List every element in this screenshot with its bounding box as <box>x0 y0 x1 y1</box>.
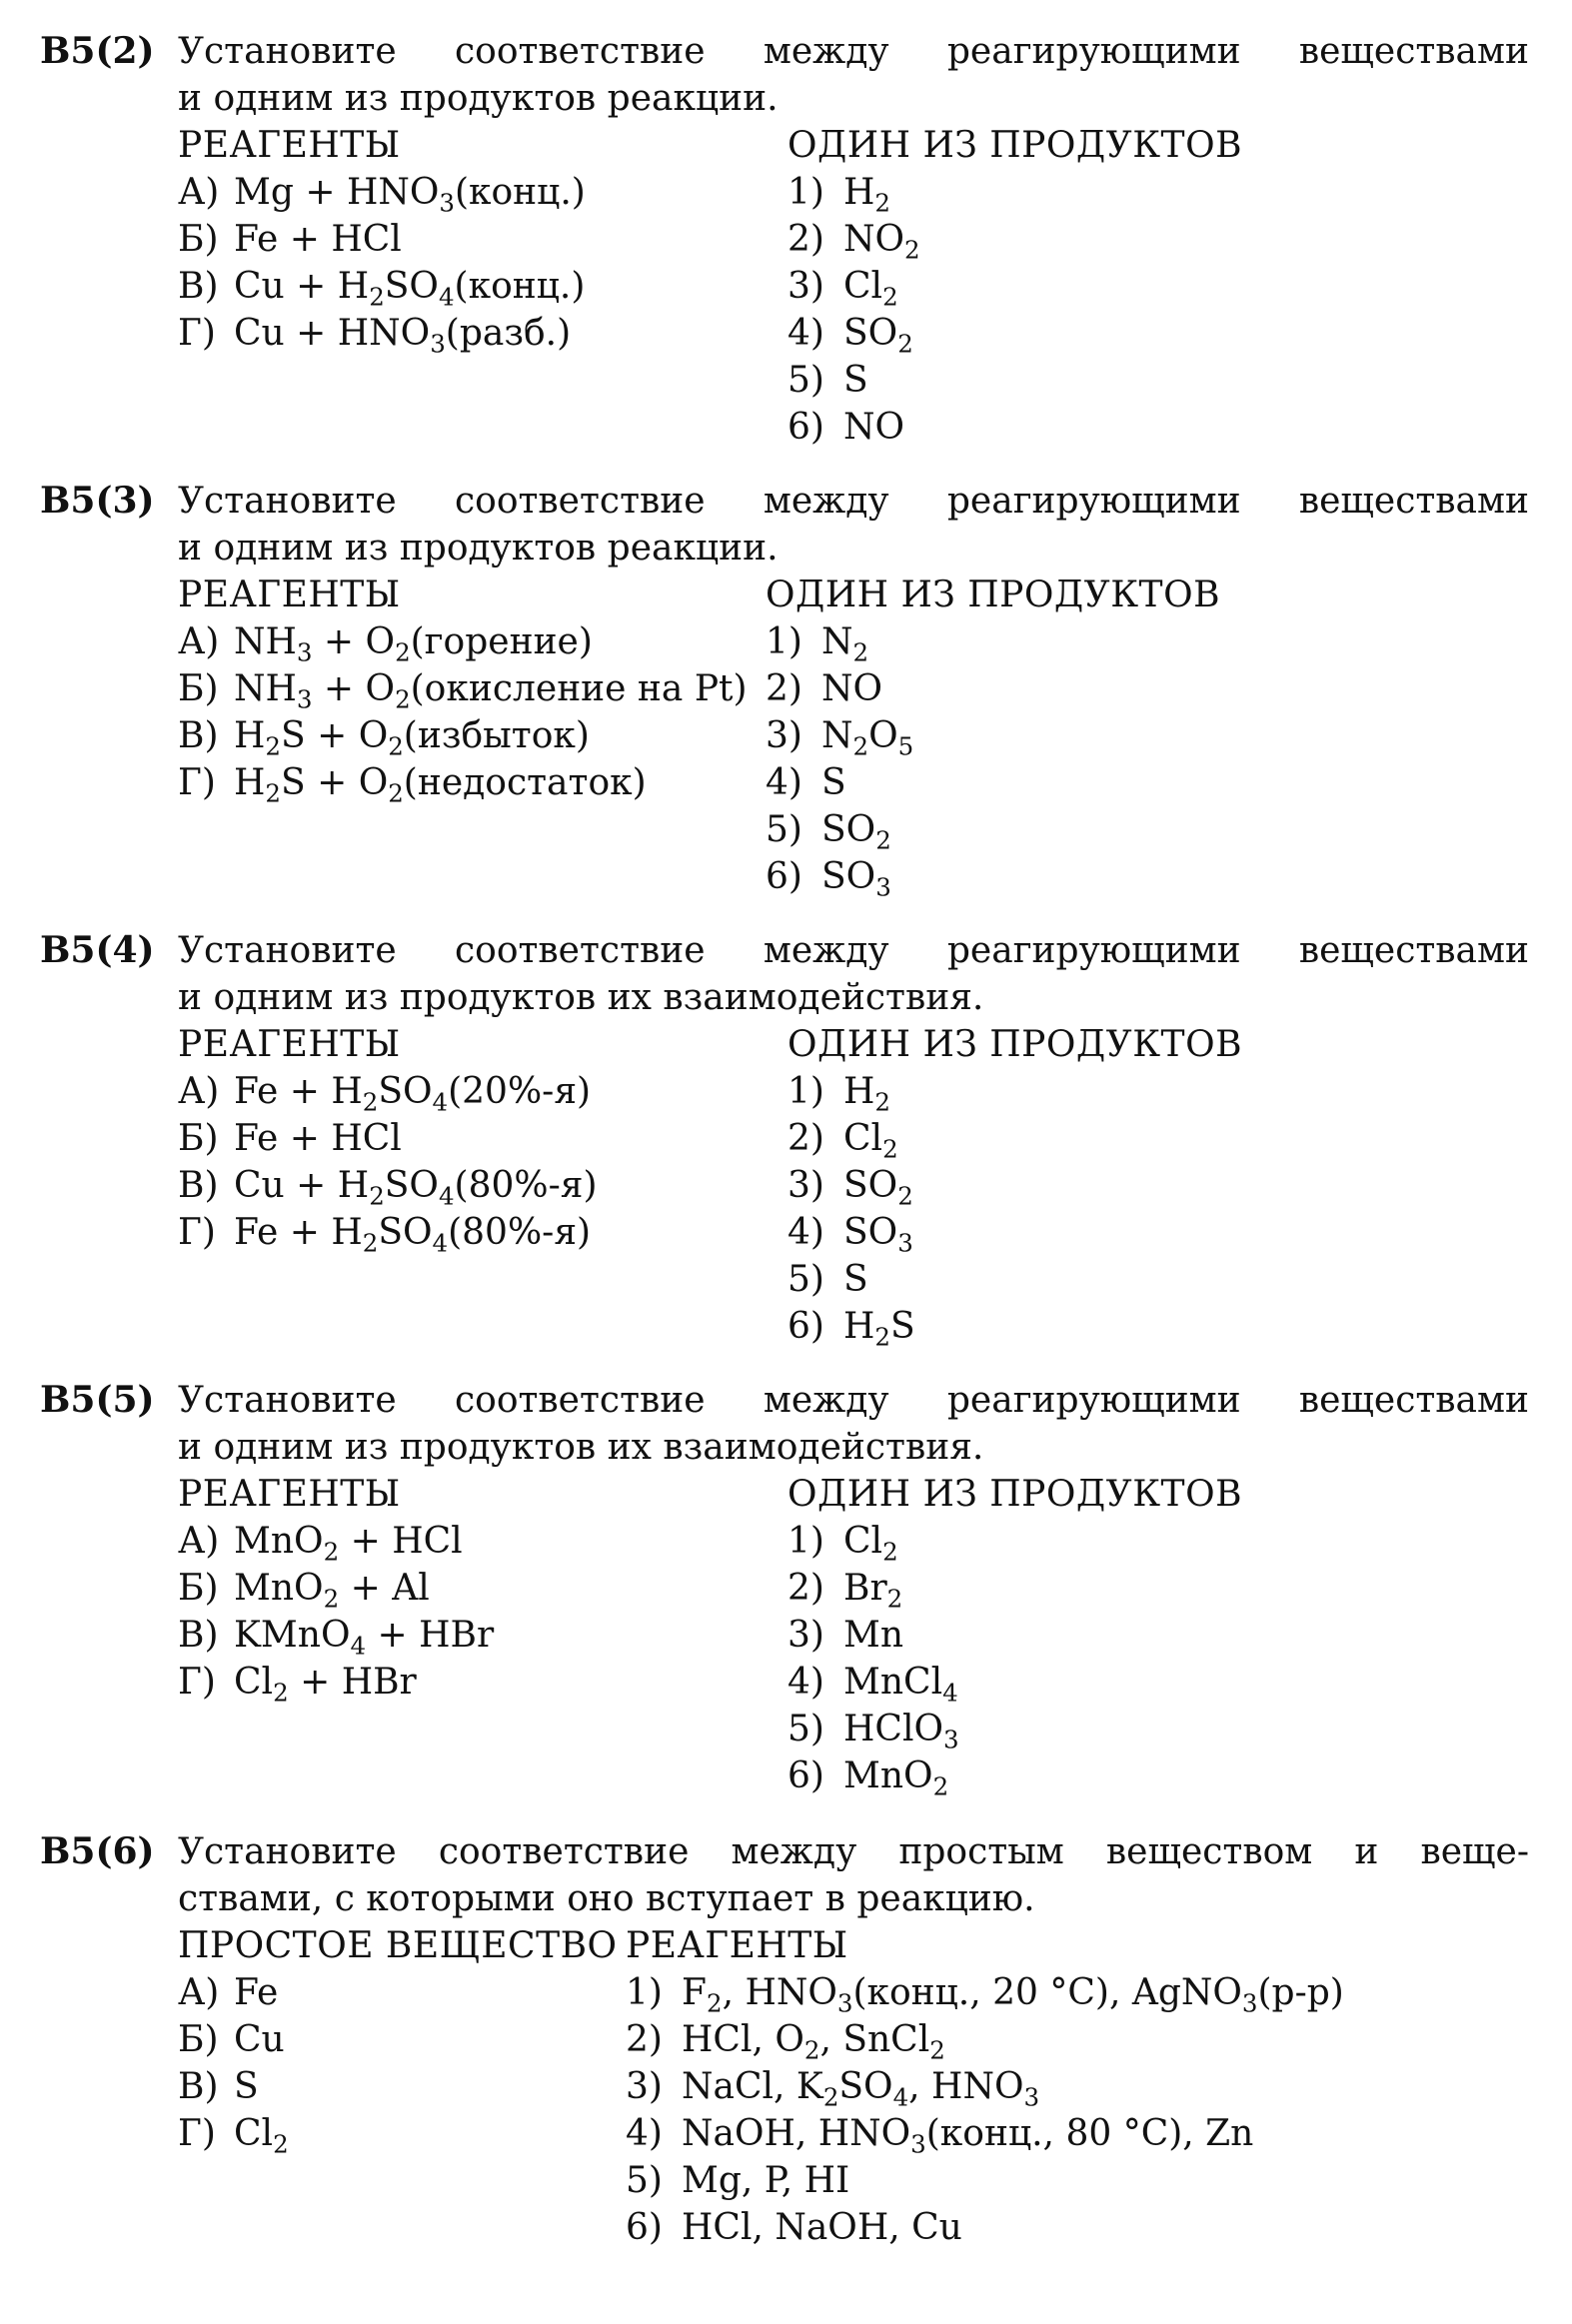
task-number: B5(3) <box>40 480 155 522</box>
item-label: 2) <box>787 219 824 260</box>
match-columns <box>178 1021 1529 1350</box>
item-label: 2) <box>766 668 802 709</box>
item-formula: $N_2$ <box>821 621 869 667</box>
right-item <box>626 2016 1344 2063</box>
left-item <box>178 1612 494 1659</box>
item-label: 2) <box>626 2019 663 2060</box>
item-formula: NaOH, $HNO_3(конц$., 80 °C), Zn <box>682 2113 1254 2159</box>
right-column-header: ОДИН ИЗ ПРОДУКТОВ <box>787 125 1243 166</box>
left-item <box>178 1565 494 1612</box>
statement-line: и одним из продуктов реакции. <box>178 78 779 119</box>
task-statement <box>178 927 1529 1021</box>
right-item <box>787 169 1242 216</box>
item-label: 1) <box>787 172 824 213</box>
item-formula: $SO_2$ <box>843 313 913 359</box>
item-label: А) <box>178 1071 220 1112</box>
left-item <box>178 169 586 216</box>
right-item <box>787 1565 1242 1612</box>
item-label: 1) <box>766 621 802 662</box>
right-item <box>787 216 1242 263</box>
item-label: Б) <box>178 668 219 709</box>
task-number: B5(5) <box>40 1379 155 1421</box>
item-label: 3) <box>787 1165 824 1206</box>
right-item <box>787 1162 1242 1209</box>
item-formula: $Cu + H_2SO_4(80\%-я)$ <box>234 1165 598 1211</box>
item-label: 5) <box>626 2160 663 2201</box>
item-formula: $Cl_2$ + HBr <box>234 1662 417 1708</box>
task-statement <box>178 1377 1529 1471</box>
right-item <box>766 759 1220 806</box>
item-formula: Fe + HCl <box>234 219 402 260</box>
item-formula: $H_2S$ + $O_2(недостаток)$ <box>234 762 647 808</box>
left-column-header: РЕАГЕНТЫ <box>178 125 401 166</box>
item-formula: $SO_3$ <box>821 856 891 902</box>
item-label: Б) <box>178 1568 219 1609</box>
item-formula: $Fe + H_2SO_4(20\%-я)$ <box>234 1071 592 1117</box>
item-formula: S <box>843 1259 868 1300</box>
right-item <box>787 1752 1242 1799</box>
item-label: 6) <box>626 2207 663 2248</box>
statement-line: Установите соответствие между реагирующими веществами <box>178 930 1529 971</box>
item-formula: $Br_2$ <box>843 1568 903 1614</box>
item-label: 3) <box>787 1615 824 1656</box>
item-label: 4) <box>787 313 824 354</box>
left-item <box>178 2016 618 2063</box>
match-columns <box>178 1471 1529 1799</box>
item-formula: $NH_3$ + $O_2(горение)$ <box>234 621 593 667</box>
item-label: В) <box>178 2066 219 2107</box>
item-formula: $H_2S$ + $O_2(избыток)$ <box>234 715 590 761</box>
item-formula: Cu <box>234 2019 285 2060</box>
statement-line: ствами, с которыми оно вступает в реакцию. <box>178 1878 1035 1919</box>
task-number: B5(4) <box>40 929 155 971</box>
item-label: 6) <box>787 1755 824 1796</box>
item-formula: Fe + HCl <box>234 1118 402 1159</box>
task-statement <box>178 478 1529 572</box>
item-formula: $N_2O_5$ <box>821 715 914 761</box>
item-formula: $H_2$ <box>843 172 890 218</box>
item-label: В) <box>178 1165 219 1206</box>
item-label: Г) <box>178 313 216 354</box>
item-label: 2) <box>787 1568 824 1609</box>
statement-line: Установите соответствие между простым веществом и веще- <box>178 1831 1529 1872</box>
left-column-header: РЕАГЕНТЫ <box>178 1024 401 1065</box>
item-label: 1) <box>787 1521 824 1562</box>
item-formula: MnO$_2$ <box>843 1755 949 1801</box>
item-formula: Mg, P, HI <box>682 2160 850 2201</box>
item-formula: $Cl_2$ <box>843 266 898 312</box>
left-item <box>178 1068 598 1115</box>
item-label: Г) <box>178 1662 216 1703</box>
item-formula: NO <box>843 407 905 448</box>
item-label: 1) <box>626 1972 663 2013</box>
right-item <box>787 1659 1242 1706</box>
left-column-header: РЕАГЕНТЫ <box>178 1474 401 1515</box>
right-item <box>787 1612 1242 1659</box>
item-label: 3) <box>787 266 824 307</box>
item-label: 4) <box>787 1662 824 1703</box>
left-column <box>178 1021 598 1256</box>
item-formula: MnO$_2$ + Al <box>234 1568 430 1614</box>
left-item <box>178 1162 598 1209</box>
right-column-header: ОДИН ИЗ ПРОДУКТОВ <box>766 575 1221 615</box>
left-item <box>178 216 586 263</box>
right-item <box>626 2204 1344 2251</box>
item-label: 5) <box>787 1709 824 1749</box>
left-item <box>178 618 748 665</box>
left-item <box>178 1659 494 1706</box>
statement-line: и одним из продуктов их взаимодействия. <box>178 977 984 1018</box>
left-item <box>178 759 748 806</box>
statement-line: Установите соответствие между реагирующими веществами <box>178 31 1529 72</box>
left-item <box>178 2063 618 2110</box>
item-formula: NO <box>821 668 883 709</box>
left-item <box>178 1969 618 2016</box>
right-column <box>766 572 1220 900</box>
item-formula: NaCl, $K_2SO_4$, $HNO_3$ <box>682 2066 1040 2112</box>
item-formula: $Cl_2$ <box>843 1118 898 1164</box>
item-label: В) <box>178 1615 219 1656</box>
item-formula: $Cl_2$ <box>234 2113 289 2159</box>
item-label: А) <box>178 172 220 213</box>
left-item <box>178 712 748 759</box>
statement-line: Установите соответствие между реагирующими веществами <box>178 481 1529 522</box>
task-number: B5(6) <box>40 1830 155 1872</box>
item-formula: $F_2$, $HNO_3(конц$., 20 °C), AgNO$_3$(р-р) <box>682 1972 1344 2018</box>
right-item <box>787 1706 1242 1752</box>
right-item <box>787 1256 1242 1303</box>
right-column <box>787 1471 1242 1799</box>
match-columns <box>178 572 1529 900</box>
item-formula: Mn <box>843 1615 904 1656</box>
item-formula: $NH_3$ + $O_2(окисление$ на Pt) <box>234 668 748 714</box>
item-label: Г) <box>178 762 216 803</box>
right-column-header: РЕАГЕНТЫ <box>626 1925 848 1966</box>
left-column <box>178 1922 618 2157</box>
right-item <box>787 263 1242 310</box>
item-label: 5) <box>766 809 802 850</box>
right-column-header: ОДИН ИЗ ПРОДУКТОВ <box>787 1474 1243 1515</box>
item-label: Г) <box>178 2113 216 2154</box>
left-item <box>178 310 586 357</box>
left-column-header: РЕАГЕНТЫ <box>178 575 401 615</box>
item-formula: $Fe + H_2SO_4(80\%-я)$ <box>234 1212 592 1258</box>
right-item <box>787 1068 1242 1115</box>
item-label: 3) <box>766 715 802 756</box>
left-column <box>178 1471 494 1706</box>
item-label: А) <box>178 621 220 662</box>
right-item <box>626 2157 1344 2204</box>
item-formula: $NO_2$ <box>843 219 920 265</box>
left-item <box>178 2110 618 2157</box>
right-item <box>766 806 1220 853</box>
item-formula: Fe <box>234 1972 279 2013</box>
task-statement <box>178 28 1529 122</box>
task-number: B5(2) <box>40 30 155 72</box>
left-column-header: ПРОСТОЕ ВЕЩЕСТВО <box>178 1925 618 1966</box>
left-item <box>178 1209 598 1256</box>
right-column <box>626 1922 1344 2251</box>
right-item <box>626 1969 1344 2016</box>
match-columns <box>178 122 1529 451</box>
right-item <box>626 2110 1344 2157</box>
item-formula: $Cl_2$ <box>843 1521 898 1567</box>
item-formula: $Cu + H_2SO_4(конц.)$ <box>234 266 586 312</box>
right-item <box>787 310 1242 357</box>
item-formula: $SO_2$ <box>821 809 891 855</box>
right-item <box>787 1518 1242 1565</box>
task-body <box>178 28 1529 451</box>
task-body <box>178 927 1529 1350</box>
item-label: 6) <box>766 856 802 897</box>
left-column <box>178 572 748 806</box>
item-label: 5) <box>787 360 824 401</box>
item-label: 1) <box>787 1071 824 1112</box>
item-formula: MnO$_2$ + HCl <box>234 1521 463 1567</box>
task-body <box>178 1828 1529 2251</box>
right-item <box>626 2063 1344 2110</box>
task-statement <box>178 1828 1529 1922</box>
item-label: 6) <box>787 407 824 448</box>
item-label: А) <box>178 1521 220 1562</box>
statement-line: и одним из продуктов их взаимодействия. <box>178 1427 984 1468</box>
match-columns <box>178 1922 1529 2251</box>
right-item <box>787 1303 1242 1350</box>
item-label: Б) <box>178 1118 219 1159</box>
item-formula: KMnO$_4$ + HBr <box>234 1615 495 1661</box>
task-body <box>178 1377 1529 1799</box>
item-formula: S <box>843 360 868 401</box>
item-formula: S <box>234 2066 259 2107</box>
item-formula: HCl, NaOH, Cu <box>682 2207 962 2248</box>
item-formula: S <box>821 762 846 803</box>
right-item <box>766 665 1220 712</box>
item-label: 4) <box>626 2113 663 2154</box>
left-item <box>178 1518 494 1565</box>
item-label: Б) <box>178 219 219 260</box>
item-label: 6) <box>787 1306 824 1347</box>
right-item <box>766 618 1220 665</box>
statement-line: Установите соответствие между реагирующими веществами <box>178 1380 1529 1421</box>
item-formula: HCl, $O_2$, SnCl$_2$ <box>682 2019 945 2065</box>
item-label: Г) <box>178 1212 216 1253</box>
right-column-header: ОДИН ИЗ ПРОДУКТОВ <box>787 1024 1243 1065</box>
item-label: 4) <box>766 762 802 803</box>
item-label: 2) <box>787 1118 824 1159</box>
item-formula: $SO_3$ <box>843 1212 913 1258</box>
right-item <box>766 853 1220 900</box>
statement-line: и одним из продуктов реакции. <box>178 528 779 569</box>
right-column <box>787 122 1242 451</box>
right-column <box>787 1021 1242 1350</box>
left-item <box>178 263 586 310</box>
item-label: В) <box>178 715 219 756</box>
item-label: 5) <box>787 1259 824 1300</box>
left-item <box>178 665 748 712</box>
task-body <box>178 478 1529 900</box>
item-label: 4) <box>787 1212 824 1253</box>
right-item <box>787 1209 1242 1256</box>
left-column <box>178 122 586 357</box>
item-formula: $Cu + HNO_3(разб.)$ <box>234 313 572 359</box>
right-item <box>787 357 1242 404</box>
item-label: Б) <box>178 2019 219 2060</box>
item-formula: $H_2S$ <box>843 1306 915 1352</box>
item-formula: HClO$_3$ <box>843 1709 959 1754</box>
item-formula: $SO_2$ <box>843 1165 913 1211</box>
right-item <box>766 712 1220 759</box>
item-formula: $Mg + HNO_3(конц.)$ <box>234 172 586 218</box>
left-item <box>178 1115 598 1162</box>
right-item <box>787 404 1242 451</box>
item-formula: MnCl$_4$ <box>843 1662 958 1708</box>
item-label: В) <box>178 266 219 307</box>
item-label: А) <box>178 1972 220 2013</box>
item-label: 3) <box>626 2066 663 2107</box>
right-item <box>787 1115 1242 1162</box>
item-formula: $H_2$ <box>843 1071 890 1117</box>
